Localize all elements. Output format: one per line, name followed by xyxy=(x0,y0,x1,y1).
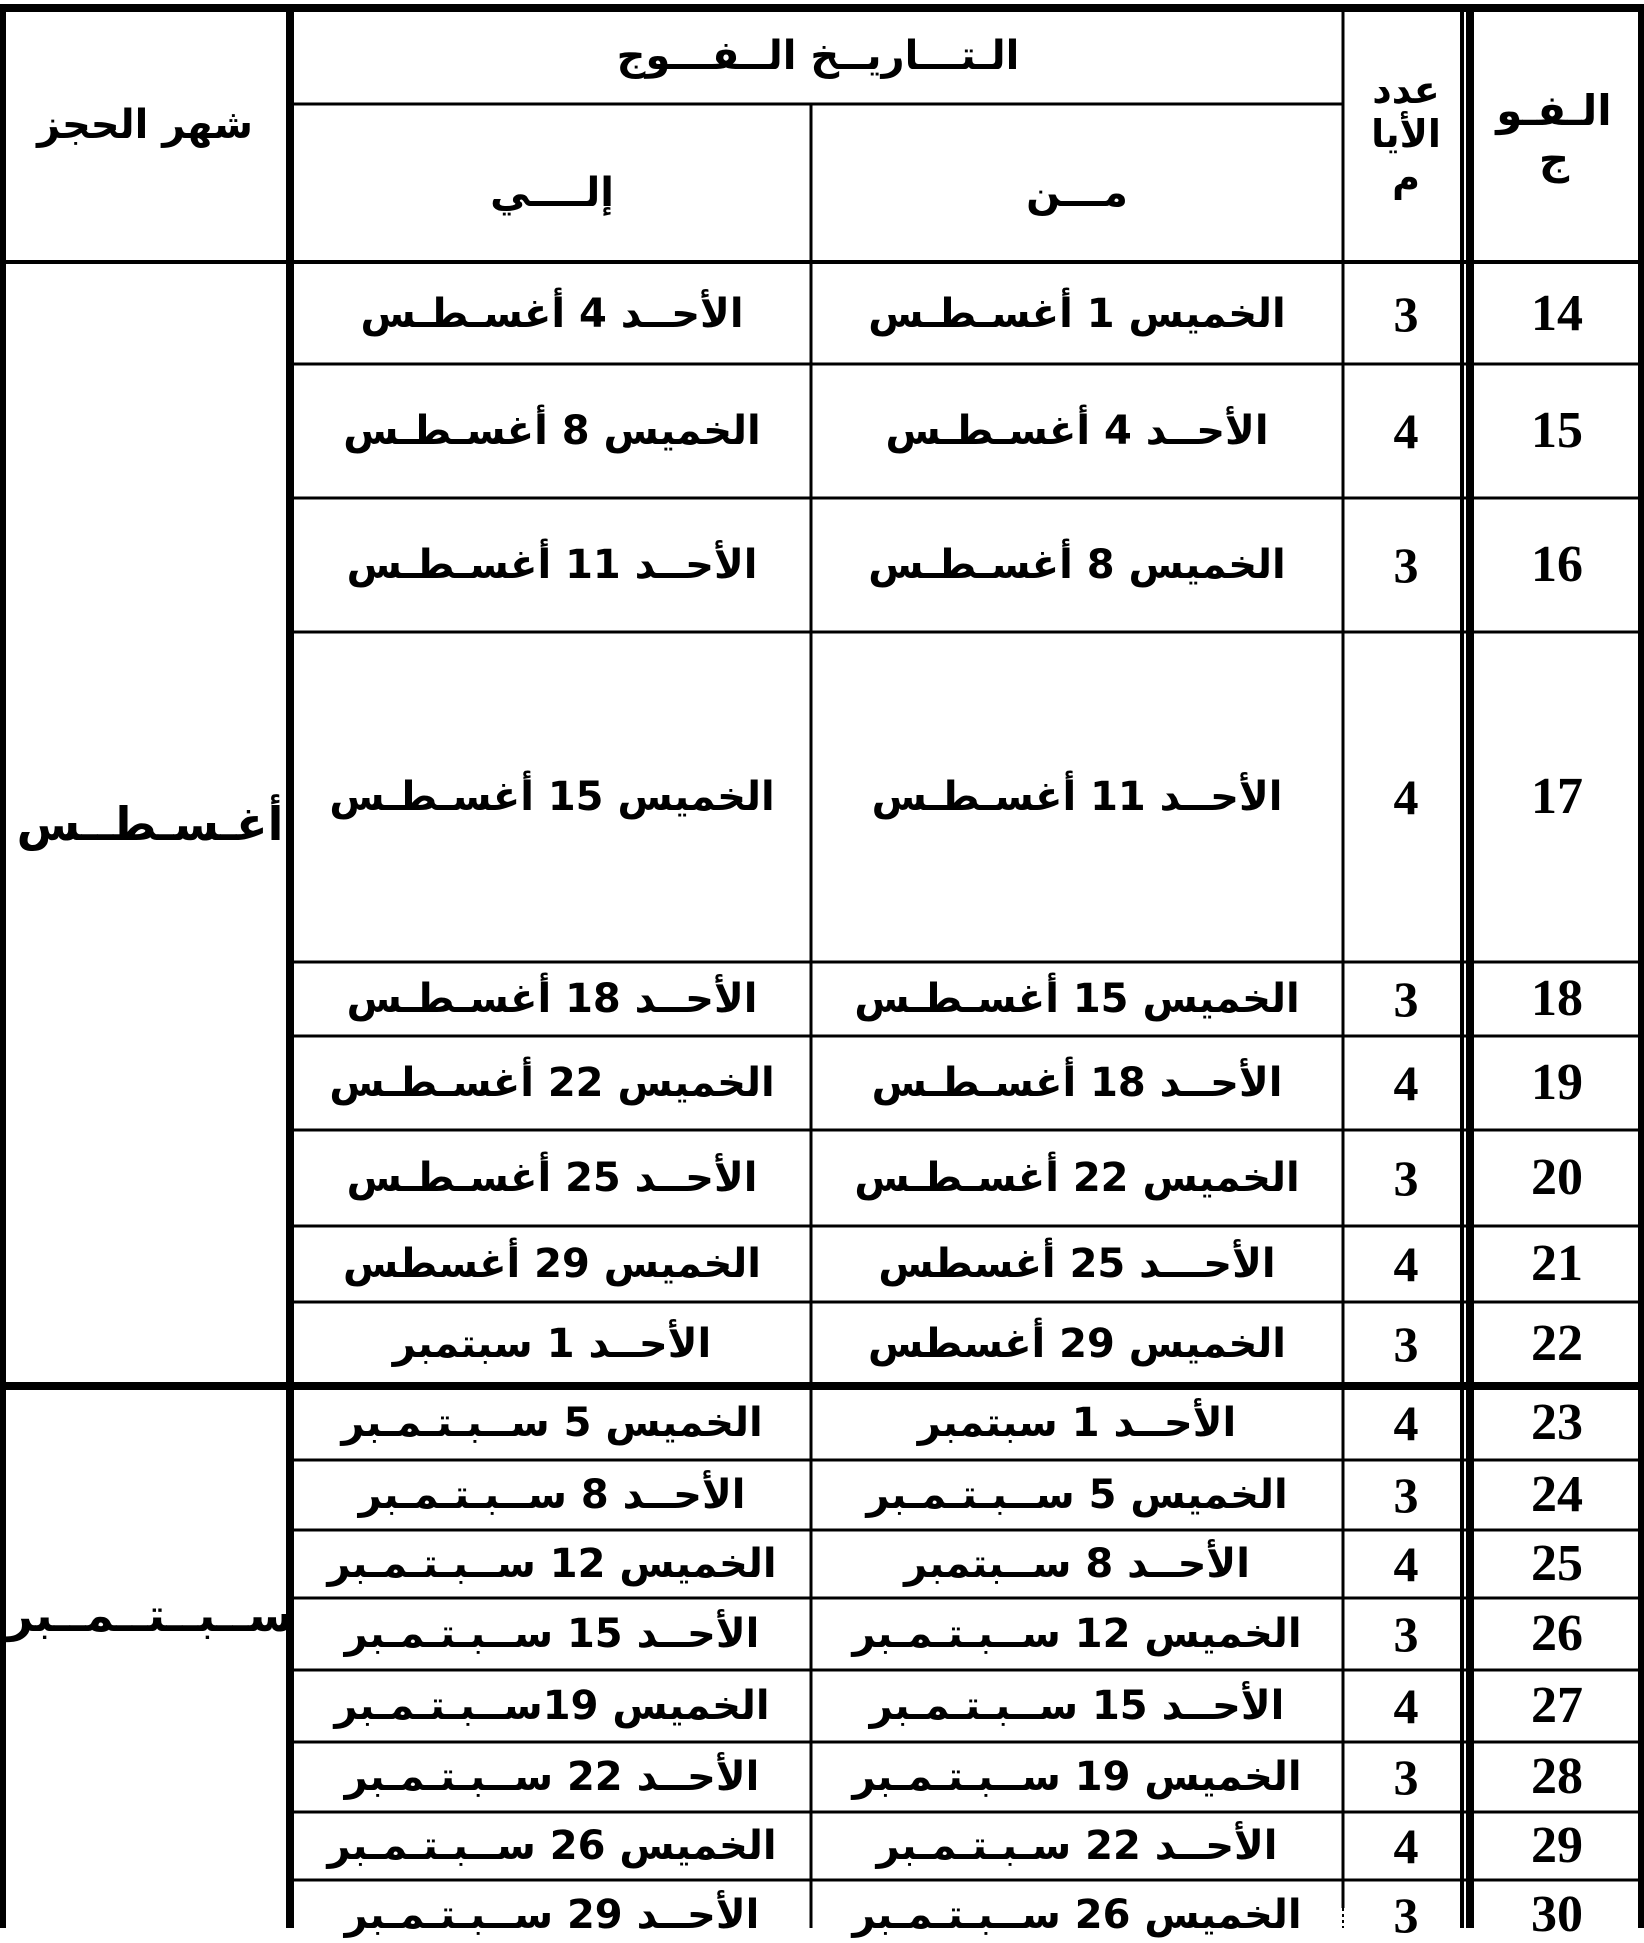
row-date-from: الخميس 22 أغسـطـس xyxy=(854,1155,1300,1201)
row-group-number: 23 xyxy=(1531,1393,1583,1451)
row-group-number: 28 xyxy=(1531,1747,1583,1805)
row-days-count: 3 xyxy=(1393,536,1419,593)
row-date-from: الخميس 15 أغسـطـس xyxy=(854,976,1300,1022)
row-group-number: 19 xyxy=(1531,1053,1583,1111)
row-date-from: الأحــد 18 أغسـطـس xyxy=(871,1060,1283,1106)
row-date-to: الخميس 19ســبـتـمـبر xyxy=(334,1683,770,1729)
row-days-count: 4 xyxy=(1393,768,1419,825)
row-group-number: 14 xyxy=(1531,284,1583,342)
row-group-number: 15 xyxy=(1531,401,1583,459)
row-days-count: 4 xyxy=(1393,1235,1419,1292)
row-group-number: 26 xyxy=(1531,1604,1583,1662)
row-date-to: الأحــد 18 أغسـطـس xyxy=(346,976,758,1022)
row-date-from: الخميس 1 أغسـطـس xyxy=(868,291,1286,337)
row-days-count: 4 xyxy=(1393,1054,1419,1111)
row-group-number: 27 xyxy=(1531,1676,1583,1734)
row-date-to: الخميس 8 أغسـطـس xyxy=(343,408,761,454)
row-group-number: 24 xyxy=(1531,1465,1583,1523)
row-date-from: الخميس 5 ســبـتـمـبر xyxy=(866,1472,1288,1518)
row-date-to: الأحــد 4 أغسـطـس xyxy=(360,291,744,337)
row-group-number: 16 xyxy=(1531,535,1583,593)
row-group-number: 21 xyxy=(1531,1234,1583,1292)
row-date-to: الأحــد 8 ســبـتـمـبر xyxy=(358,1472,746,1518)
row-date-from: الخميس 19 ســبـتـمـبر xyxy=(852,1754,1302,1800)
row-date-to: الخميس 5 ســبـتـمـبر xyxy=(341,1400,763,1446)
row-days-count: 3 xyxy=(1393,970,1419,1027)
row-date-to: الخميس 15 أغسـطـس xyxy=(329,774,775,820)
row-date-to: الأحــد 11 أغسـطـس xyxy=(346,542,758,588)
row-date-to: الأحــد 22 ســبـتـمـبر xyxy=(344,1754,760,1800)
row-date-to: الخميس 26 ســبـتـمـبر xyxy=(327,1823,777,1869)
row-days-count: 3 xyxy=(1393,1466,1419,1523)
month-august: أغـسـطــس xyxy=(16,796,284,851)
row-date-to: الأحــد 25 أغسـطـس xyxy=(346,1155,758,1201)
month-september: ســبــتــمــبر xyxy=(6,1587,294,1642)
header-from: مـــن xyxy=(1026,170,1128,216)
row-date-to: الأحــد 15 ســبـتـمـبر xyxy=(344,1611,760,1657)
row-days-count: 4 xyxy=(1393,1535,1419,1592)
row-group-number: 18 xyxy=(1531,969,1583,1027)
row-days-count: 3 xyxy=(1393,1605,1419,1662)
row-date-from: الأحــد 8 ســبتمبر xyxy=(904,1541,1250,1587)
row-days-count: 3 xyxy=(1393,285,1419,342)
header-trip-date: الـتـــاريــخ الــفـــوج xyxy=(616,33,1020,79)
row-days-count: 3 xyxy=(1393,1315,1419,1372)
row-date-to: الأحــد 29 ســبـتـمـبر xyxy=(344,1892,760,1938)
row-date-from: الأحــد 4 أغسـطـس xyxy=(885,408,1269,454)
header-to: إلــــي xyxy=(490,170,614,216)
header-days: عدد الأيا م xyxy=(1371,68,1441,200)
row-group-number: 30 xyxy=(1531,1885,1583,1943)
row-date-from: الأحــد 1 سبتمبر xyxy=(917,1400,1237,1446)
header-booking-month: شهر الحجز xyxy=(37,102,253,148)
row-days-count: 4 xyxy=(1393,1394,1419,1451)
row-group-number: 17 xyxy=(1531,767,1583,825)
row-date-to: الخميس 22 أغسـطـس xyxy=(329,1060,775,1106)
row-group-number: 20 xyxy=(1531,1148,1583,1206)
row-date-from: الأحـــد 25 أغسطس xyxy=(878,1241,1276,1287)
row-date-to: الخميس 12 ســبـتـمـبر xyxy=(327,1541,777,1587)
row-date-from: الخميس 8 أغسـطـس xyxy=(868,542,1286,588)
row-days-count: 4 xyxy=(1393,402,1419,459)
row-date-from: الخميس 12 ســبـتـمـبر xyxy=(852,1611,1302,1657)
row-days-count: 3 xyxy=(1393,1748,1419,1805)
row-days-count: 4 xyxy=(1393,1677,1419,1734)
row-date-from: الخميس 29 أغسطس xyxy=(868,1321,1287,1367)
row-group-number: 29 xyxy=(1531,1816,1583,1874)
row-days-count: 3 xyxy=(1393,1886,1419,1943)
row-group-number: 22 xyxy=(1531,1314,1583,1372)
row-date-from: الخميس 26 ســبـتـمـبر xyxy=(852,1892,1302,1938)
row-date-to: الخميس 29 أغسطس xyxy=(343,1241,762,1287)
row-date-from: الأحــد 15 ســبـتـمـبر xyxy=(869,1683,1285,1729)
header-group: الـفـو ج xyxy=(1496,85,1612,183)
row-days-count: 4 xyxy=(1393,1817,1419,1874)
row-date-from: الأحــد 11 أغسـطـس xyxy=(871,774,1283,820)
row-days-count: 3 xyxy=(1393,1149,1419,1206)
row-group-number: 25 xyxy=(1531,1534,1583,1592)
row-date-from: الأحــد 22 سـبـتـمـبر xyxy=(876,1823,1278,1869)
row-date-to: الأحــد 1 سبتمبر xyxy=(392,1321,712,1367)
